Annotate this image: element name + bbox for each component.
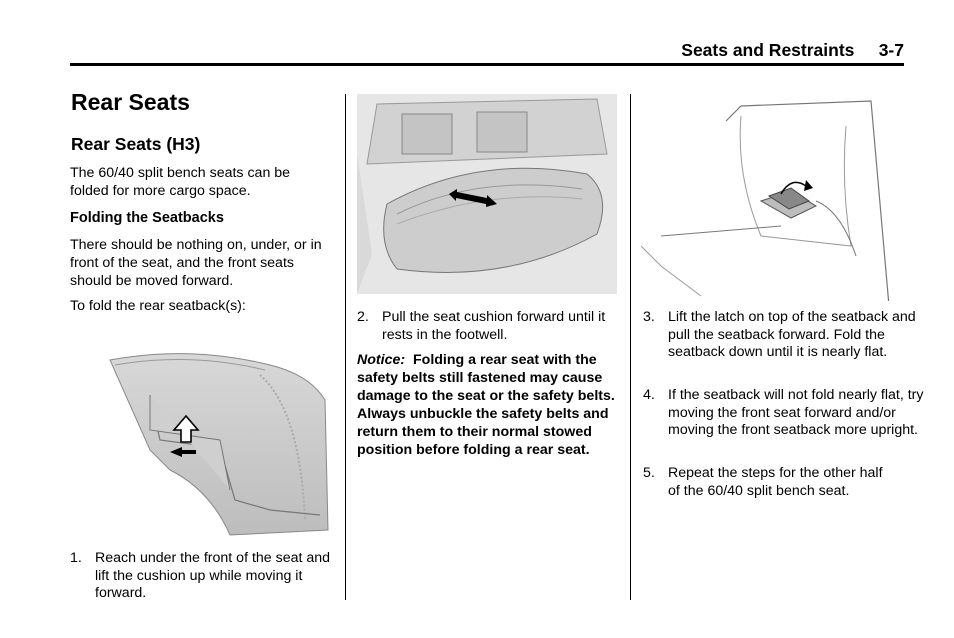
step-2-text: Pull the seat cushion forward until it rests in the footwell. bbox=[382, 309, 606, 343]
section-heading: Rear Seats (H3) bbox=[71, 134, 201, 154]
step-3-text: Lift the latch on top of the seatback and pull the seatback forward. Fold the seatback down until it is nearly flat. bbox=[668, 309, 916, 360]
fold-lead-paragraph: To fold the rear seatback(s): bbox=[70, 298, 246, 314]
step-2-number: 2. bbox=[357, 309, 369, 325]
subsection-heading: Folding the Seatbacks bbox=[70, 210, 224, 226]
header-text bbox=[681, 40, 904, 61]
step-3 bbox=[643, 309, 926, 362]
section-title: Seats and Restraints bbox=[681, 40, 855, 60]
seat-cushion-pull-figure bbox=[357, 94, 617, 294]
step-2 bbox=[357, 309, 627, 344]
intro-paragraph: The 60/40 split bench seats can be folded for more cargo space. bbox=[70, 165, 291, 199]
step-1 bbox=[70, 550, 335, 603]
step-1-text: Reach under the front of the seat and lift the cushion up while moving it forward. bbox=[95, 550, 331, 601]
step-1-number: 1. bbox=[70, 550, 82, 566]
page-title: Rear Seats bbox=[71, 89, 190, 115]
step-5-text: Repeat the steps for the other half of the 60/40 split bench seat. bbox=[668, 465, 883, 499]
notice-block bbox=[357, 351, 619, 459]
step-5-number: 5. bbox=[643, 465, 655, 481]
notice-label: Notice: bbox=[357, 352, 406, 368]
page-header bbox=[70, 38, 904, 68]
step-3-number: 3. bbox=[643, 309, 655, 325]
column-divider-1 bbox=[345, 94, 346, 600]
step-5 bbox=[643, 465, 898, 500]
seatback-latch-figure bbox=[641, 96, 906, 301]
seat-cushion-lift-figure bbox=[70, 330, 332, 540]
step-4-number: 4. bbox=[643, 387, 655, 403]
column-divider-2 bbox=[630, 94, 631, 600]
notice-text: Folding a rear seat with the safety belts still fastened may cause damage to the seat or the safety belts. Always unbuckle the safety belts and return them to their normal stowed position before folding a rear seat. bbox=[357, 352, 615, 458]
step-4-text: If the seatback will not fold nearly flat, try moving the front seat forward and/or moving the front seatback more upright. bbox=[668, 387, 924, 438]
step-4 bbox=[643, 387, 926, 440]
folding-paragraph: There should be nothing on, under, or in front of the seat, and the front seats should be moved forward. bbox=[70, 237, 322, 289]
page-number: 3-7 bbox=[878, 40, 904, 60]
header-rule bbox=[70, 63, 904, 66]
